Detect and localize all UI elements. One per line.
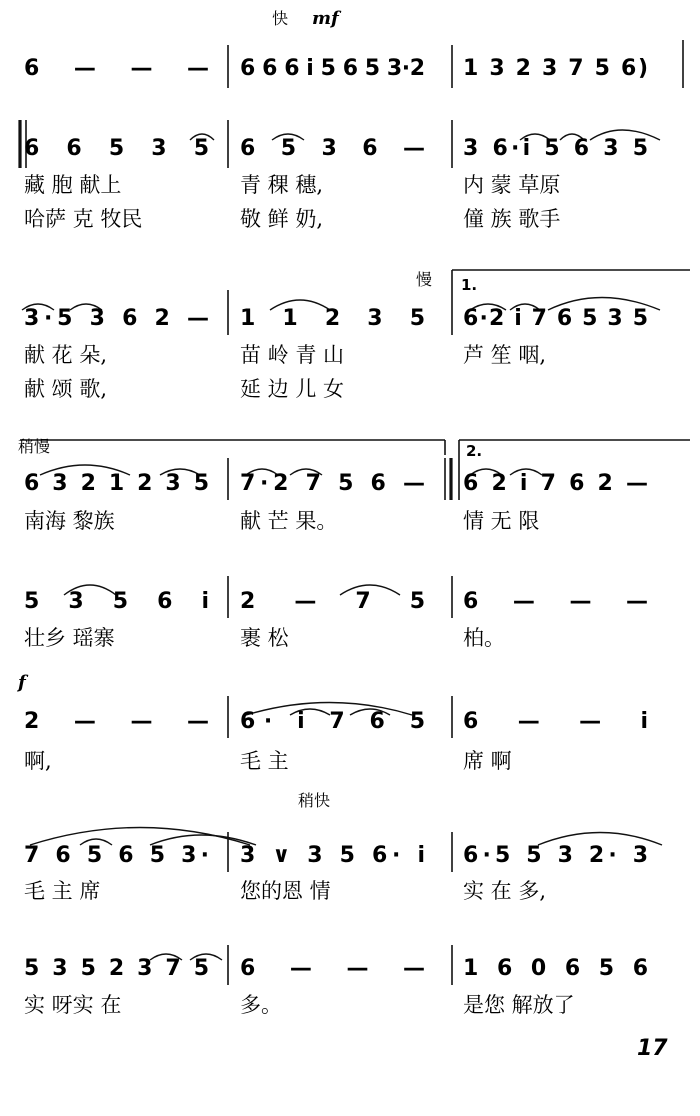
lyric-line: 柏。 [463, 626, 505, 650]
lyric-line: 苗 岭 青 山 [240, 343, 345, 367]
dynamic-mark: f [18, 672, 26, 693]
lyric-line: 青 稞 穗, [240, 173, 324, 197]
measure-notes: 6·2 i 7 6 5 3 5 [463, 306, 648, 331]
measure-notes: 7·2 7 5 6 — [240, 471, 425, 496]
measure-notes: 3·5 3 6 2 — [24, 306, 209, 331]
system-4 [18, 437, 648, 533]
measure-notes: 6· i 7 6 5 [240, 709, 425, 734]
measure-notes: 7 6 5 6 5 3· [24, 843, 209, 868]
volta-ending: 1. [461, 276, 478, 294]
lyric-line: 实 在 多, [463, 879, 547, 903]
measure-notes: 1 6 0 6 5 6 [463, 956, 648, 981]
measure-notes: 5 3 5 6 i [24, 589, 209, 614]
measure-notes: 6 — — — [24, 56, 209, 81]
measure-notes: 6 3 2 1 2 3 5 [24, 471, 209, 496]
measure-notes: 6 6 6 i 5 6 5 3·2 [240, 56, 425, 81]
measure-notes: 1 3 2 3 7 5 6) [463, 56, 648, 81]
measure-notes: 6 — — — [240, 956, 425, 981]
lyric-line: 献 颂 歌, [24, 377, 108, 401]
dynamic-mark: mf [312, 8, 339, 29]
system-2 [24, 136, 648, 231]
volta-ending: 2. [466, 442, 483, 460]
measure-notes: 3 6·i 5 6 3 5 [463, 136, 648, 161]
measure-notes: 6 2 i 7 6 2 — [463, 471, 648, 496]
measure-notes: 1 1 2 3 5 [240, 306, 425, 331]
measure-notes: 6·5 5 3 2· 3 [463, 843, 648, 868]
lyric-line: 南海 黎族 [24, 509, 115, 533]
lyric-line: 藏 胞 献上 [24, 173, 122, 197]
lyric-line: 您的恩 情 [240, 879, 331, 903]
lyric-line: 芦 笙 咽, [463, 343, 547, 367]
slurs [22, 130, 662, 960]
measure-notes: 5 3 5 2 3 7 5 [24, 956, 209, 981]
lyric-line: 哈萨 克 牧民 [24, 207, 143, 231]
system-7 [24, 791, 648, 903]
lyric-line: 毛 主 席 [24, 879, 101, 903]
lyric-line: 多。 [240, 993, 282, 1017]
lyric-line: 献 芒 果。 [240, 509, 338, 533]
measure-notes: 6 5 3 6 — [240, 136, 425, 161]
tempo-marker: 慢 [416, 270, 433, 289]
system-8 [24, 956, 648, 1017]
system-6 [16, 672, 648, 773]
tempo-marker: 稍慢 [18, 437, 51, 456]
measure-notes: 6 6 5 3 5 [24, 136, 209, 161]
system-1 [24, 8, 648, 81]
systems [16, 8, 648, 1017]
lyric-line: 裹 松 [240, 626, 289, 650]
lyric-line: 壮乡 瑶寨 [24, 626, 115, 650]
lyric-line: 是您 解放了 [463, 993, 575, 1017]
page-number: 17 [637, 1036, 668, 1061]
measure-notes: 2 — — — [24, 709, 209, 734]
lyric-line: 内 蒙 草原 [463, 173, 561, 197]
lyric-line: 席 啊 [463, 749, 512, 773]
lyric-line: 毛 主 [240, 749, 289, 773]
measure-notes: 2 — 7 5 [240, 589, 425, 614]
measure-notes: 3 ∨ 3 5 6· i [240, 843, 425, 868]
lyric-line: 献 花 朵, [24, 343, 108, 367]
measure-notes: 6 — — i [463, 709, 648, 734]
system-5 [24, 589, 648, 650]
system-3 [24, 270, 648, 401]
tempo-marker: 快 [272, 9, 289, 28]
lyric-line: 僮 族 歌手 [463, 207, 561, 231]
tempo-marker: 稍快 [298, 791, 331, 810]
lyric-line: 延 边 儿 女 [240, 377, 345, 401]
lyric-line: 啊, [24, 749, 52, 773]
lyric-line: 敬 鲜 奶, [240, 207, 324, 231]
lyric-line: 实 呀实 在 [24, 993, 122, 1017]
measure-notes: 6 — — — [463, 589, 648, 614]
lyric-line: 情 无 限 [463, 509, 540, 533]
